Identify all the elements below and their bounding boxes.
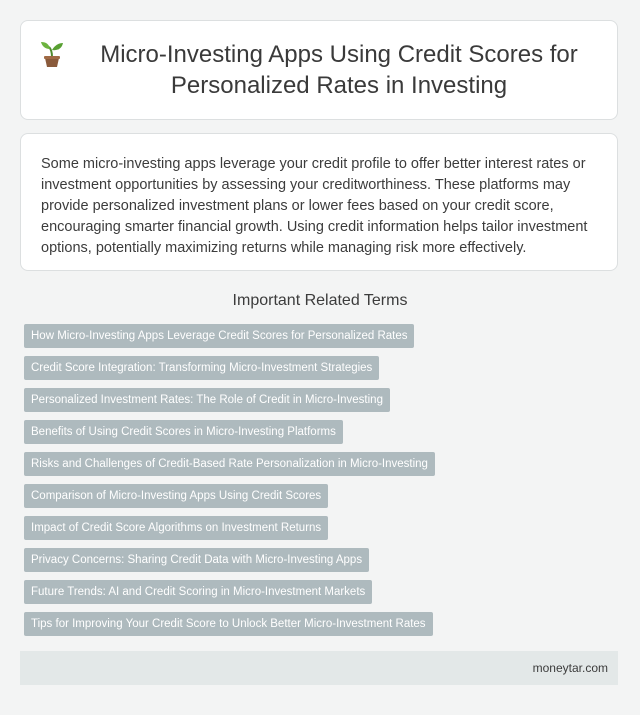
description-text: Some micro-investing apps leverage your credit profile to offer better interest rates or investment opportunities by assessing your creditworthiness. These platforms may provide personalized investment plans or lower fees based on your credit score, encouraging smarter financial growth. Using credit information helps tailor investment options, potentially maximizing returns while managing risk more effectively. [41, 156, 588, 256]
title-wrap [39, 39, 599, 101]
description-card [20, 133, 618, 271]
related-term-link[interactable]: How Micro-Investing Apps Leverage Credit Scores for Personalized Rates [24, 324, 414, 348]
related-terms-heading: Important Related Terms [232, 292, 408, 309]
related-term-link[interactable]: Impact of Credit Score Algorithms on Investment Returns [24, 516, 328, 540]
related-term-link[interactable]: Risks and Challenges of Credit-Based Rate Personalization in Micro-Investing [24, 452, 435, 476]
related-term-link[interactable]: Privacy Concerns: Sharing Credit Data with Micro-Investing Apps [24, 548, 369, 572]
related-term-link[interactable]: Credit Score Integration: Transforming Micro-Investment Strategies [24, 356, 379, 380]
related-term-link[interactable]: Comparison of Micro-Investing Apps Using Credit Scores [24, 484, 328, 508]
page-title: Micro-Investing Apps Using Credit Scores for Personalized Rates in Investing [100, 41, 578, 99]
related-terms-list [24, 324, 624, 644]
related-term-link[interactable]: Personalized Investment Rates: The Role of Credit in Micro-Investing [24, 388, 390, 412]
footer-site[interactable]: moneytar.com [532, 661, 608, 675]
related-term-link[interactable]: Future Trends: AI and Credit Scoring in Micro-Investment Markets [24, 580, 372, 604]
sprout-icon [39, 41, 65, 69]
related-term-link[interactable]: Benefits of Using Credit Scores in Micro-Investing Platforms [24, 420, 343, 444]
title-card [20, 20, 618, 120]
related-term-link[interactable]: Tips for Improving Your Credit Score to Unlock Better Micro-Investment Rates [24, 612, 433, 636]
footer [20, 651, 618, 685]
